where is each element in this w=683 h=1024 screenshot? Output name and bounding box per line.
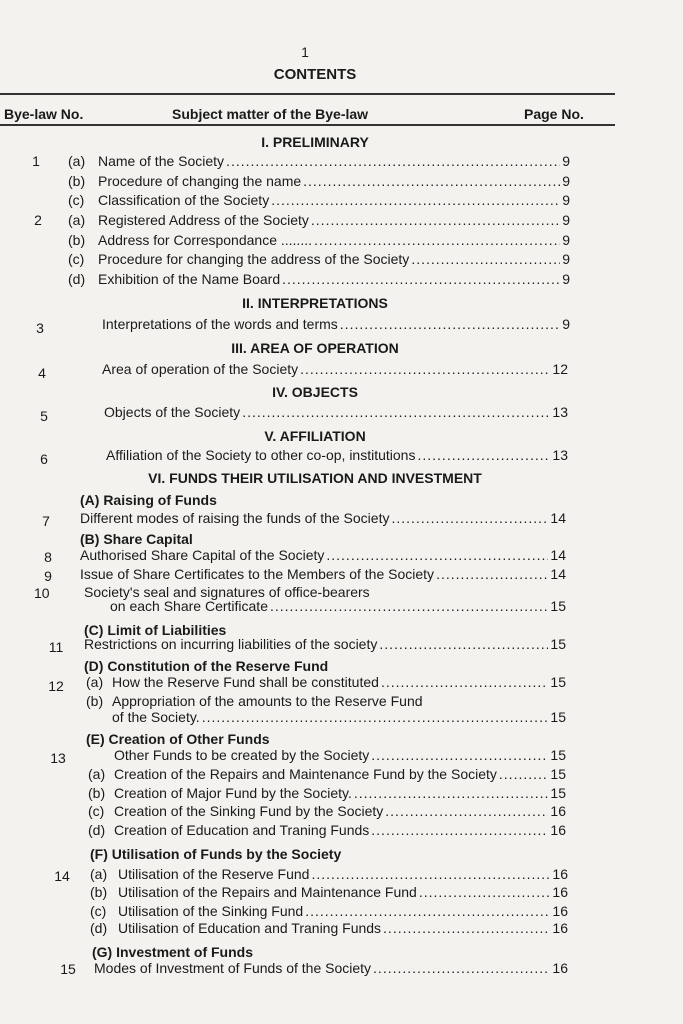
leader-dots — [381, 674, 548, 690]
entry-text: Area of operation of the Society — [102, 361, 299, 377]
entry-text: Authorised Share Capital of the Society — [80, 547, 325, 563]
entry-text: Different modes of raising the funds of the Society — [80, 510, 390, 526]
entry-number: 9 — [44, 568, 52, 584]
entry-number: 10 — [34, 585, 50, 601]
leader-dots — [271, 192, 560, 208]
section-heading: V. AFFILIATION — [264, 428, 366, 444]
entry-page: 12 — [552, 361, 568, 377]
subsection-heading: (B) Share Capital — [80, 531, 193, 547]
entry-page: 15 — [550, 747, 566, 763]
entry-text: Interpretations of the words and terms — [102, 316, 338, 332]
entry-page: 9 — [562, 251, 570, 267]
entry-text: Creation of Major Fund by the Society. — [114, 785, 352, 801]
entry-page: 13 — [552, 447, 568, 463]
entry-page: 9 — [562, 173, 570, 189]
leader-dots — [379, 636, 548, 652]
leader-dots — [326, 547, 548, 563]
leader-dots — [226, 153, 560, 169]
entry-page: 16 — [552, 884, 568, 900]
leader-dots — [391, 510, 548, 526]
entry-text: Exhibition of the Name Board — [98, 271, 281, 287]
entry-text: Creation of the Sinking Fund by the Society — [114, 803, 384, 819]
leader-dots — [305, 903, 550, 919]
subsection-heading: (F) Utilisation of Funds by the Society — [90, 846, 342, 862]
page-number: 1 — [301, 44, 309, 60]
entry-sub-letter: (c) — [68, 192, 85, 208]
entry-sub-letter: (b) — [86, 693, 104, 709]
entry-sub-letter: (b) — [88, 785, 106, 801]
section-heading: III. AREA OF OPERATION — [231, 340, 399, 356]
entry-text: Objects of the Society — [104, 404, 241, 420]
leader-dots — [417, 447, 550, 463]
leader-dots — [371, 747, 548, 763]
page-title: CONTENTS — [273, 66, 357, 83]
subsection-heading: (E) Creation of Other Funds — [86, 731, 270, 747]
entry-text: Utilisation of the Sinking Fund — [118, 903, 304, 919]
entry-sub-letter: (b) — [68, 232, 86, 248]
entry-page: 14 — [550, 547, 566, 563]
entry-text: Name of the Society — [98, 153, 225, 169]
header-top-rule — [0, 93, 615, 95]
entry-number: 8 — [44, 549, 52, 565]
leader-dots — [385, 803, 548, 819]
entry-page: 15 — [550, 674, 566, 690]
entry-page: 15 — [550, 785, 566, 801]
header-page-no: Page No. — [524, 106, 584, 122]
entry-page: 15 — [550, 598, 566, 614]
leader-dots — [499, 766, 549, 782]
leader-dots — [314, 232, 560, 248]
entry-page: 16 — [550, 822, 566, 838]
leader-dots — [242, 404, 550, 420]
entry-text: Utilisation of the Repairs and Maintenance Fund — [118, 884, 417, 900]
entry-sub-letter: (a) — [86, 674, 104, 690]
entry-number: 13 — [50, 750, 66, 766]
entry-text: Procedure for changing the address of the Society — [98, 251, 410, 267]
entry-number: 5 — [40, 408, 48, 424]
leader-dots — [371, 822, 548, 838]
subsection-heading: (D) Constitution of the Reserve Fund — [84, 658, 329, 674]
entry-page: 9 — [562, 232, 570, 248]
entry-page: 9 — [562, 153, 570, 169]
entry-text: Utilisation of the Reserve Fund — [118, 866, 310, 882]
entry-page: 9 — [562, 192, 570, 208]
entry-page: 16 — [552, 866, 568, 882]
entry-number: 15 — [60, 961, 76, 977]
entry-page: 16 — [550, 803, 566, 819]
entry-text: Issue of Share Certificates to the Members of the Society — [80, 566, 435, 582]
entry-page: 9 — [562, 316, 570, 332]
entry-sub-letter: (d) — [68, 271, 86, 287]
entry-sub-letter: (c) — [68, 251, 85, 267]
entry-page: 16 — [552, 960, 568, 976]
entry-number: 7 — [42, 513, 50, 529]
entry-sub-letter: (b) — [68, 173, 86, 189]
entry-text: Utilisation of Education and Traning Funds — [118, 920, 382, 936]
entry-page: 9 — [562, 271, 570, 287]
entry-sub-letter: (d) — [88, 822, 106, 838]
entry-page: 16 — [552, 920, 568, 936]
entry-text: Creation of Education and Traning Funds — [114, 822, 370, 838]
leader-dots — [436, 566, 548, 582]
entry-number: 14 — [54, 868, 70, 884]
entry-sub-letter: (c) — [88, 803, 105, 819]
header-subject: Subject matter of the Bye-law — [172, 106, 369, 122]
entry-text: Creation of the Repairs and Maintenance Fund by the Society — [114, 766, 497, 782]
leader-dots — [202, 709, 549, 725]
entry-number: 2 — [34, 212, 42, 228]
entry-text: Registered Address of the Society — [98, 212, 309, 228]
entry-sub-letter: (b) — [90, 884, 108, 900]
entry-page: 16 — [552, 903, 568, 919]
entry-number: 6 — [40, 451, 48, 467]
subsection-heading: (G) Investment of Funds — [92, 944, 253, 960]
section-heading: IV. OBJECTS — [272, 384, 358, 400]
entry-sub-letter: (a) — [90, 866, 108, 882]
entry-text: Address for Correspondance ........ — [98, 232, 312, 248]
section-heading: I. PRELIMINARY — [261, 134, 369, 150]
leader-dots — [300, 361, 550, 377]
leader-dots — [340, 316, 560, 332]
entry-page: 15 — [550, 709, 566, 725]
entry-sub-letter: (a) — [68, 153, 86, 169]
entry-page: 15 — [550, 636, 566, 652]
leader-dots — [373, 960, 550, 976]
entry-text: Modes of Investment of Funds of the Society — [94, 960, 372, 976]
entry-text: How the Reserve Fund shall be constituted — [112, 674, 379, 690]
entry-page: 9 — [562, 212, 570, 228]
leader-dots — [383, 920, 550, 936]
leader-dots — [303, 173, 560, 189]
subsection-heading: (A) Raising of Funds — [80, 492, 217, 508]
leader-dots — [311, 212, 560, 228]
entry-page: 13 — [552, 404, 568, 420]
section-heading: VI. FUNDS THEIR UTILISATION AND INVESTMENT — [148, 470, 482, 486]
entry-number: 1 — [32, 153, 40, 169]
entry-sub-letter: (a) — [88, 766, 106, 782]
entry-number: 12 — [48, 678, 64, 694]
entry-text: Other Funds to be created by the Society — [114, 747, 370, 763]
entry-number: 11 — [48, 639, 64, 655]
leader-dots — [282, 271, 560, 287]
entry-page: 14 — [550, 566, 566, 582]
subsection-heading: (C) Limit of Liabilities — [84, 622, 227, 638]
entry-page: 15 — [550, 766, 566, 782]
entry-text: on each Share Certificate — [110, 598, 268, 614]
leader-dots — [354, 785, 549, 801]
header-bottom-rule — [0, 124, 615, 126]
entry-text: Appropriation of the amounts to the Reserve Fund — [112, 693, 423, 709]
entry-text: Society's seal and signatures of office-bearers — [84, 584, 370, 600]
leader-dots — [311, 866, 550, 882]
entry-text: Restrictions on incurring liabilities of the society — [84, 636, 378, 652]
entry-text: of the Society. — [112, 709, 200, 725]
entry-sub-letter: (d) — [90, 920, 108, 936]
leader-dots — [411, 251, 560, 267]
entry-number: 3 — [36, 320, 44, 336]
entry-text: Procedure of changing the name — [98, 173, 302, 189]
entry-sub-letter: (c) — [90, 903, 107, 919]
entry-number: 4 — [38, 365, 46, 381]
entry-text: Classification of the Society — [98, 192, 270, 208]
header-byelaw-no: Bye-law No. — [4, 106, 84, 122]
entry-sub-letter: (a) — [68, 212, 86, 228]
entry-text: Affiliation of the Society to other co-op, institutions — [106, 447, 416, 463]
entry-page: 14 — [550, 510, 566, 526]
leader-dots — [270, 598, 548, 614]
leader-dots — [419, 884, 551, 900]
section-heading: II. INTERPRETATIONS — [242, 295, 388, 311]
